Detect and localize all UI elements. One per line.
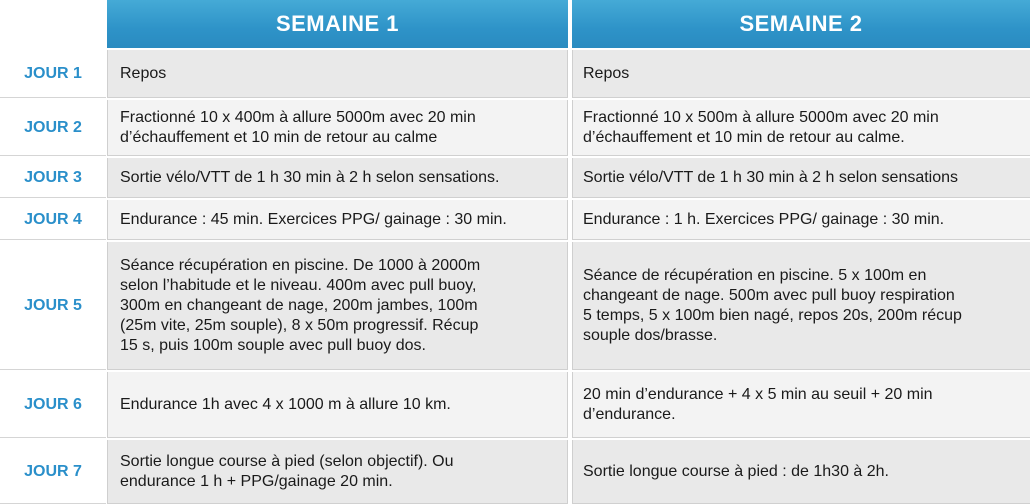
week-1-header: SEMAINE 1 [107,0,568,48]
week-2-header: SEMAINE 2 [572,0,1030,48]
table-row-day-5 [0,242,1030,370]
day-label: JOUR 6 [0,372,106,438]
day-label: JOUR 5 [0,242,106,370]
week-1-cell: Séance récupération en piscine. De 1000 à 2000m selon l’habitude et le niveau. 400m avec pull buoy, 300m en changeant de nage, 200m jambes, 100m (25m vite, 25m souple), 8 x 50m progressif. Récup 15 s, puis 100m souple avec pull buoy dos. [107,242,568,370]
week-2-cell: 20 min d’endurance + 4 x 5 min au seuil + 20 min d’endurance. [572,372,1030,438]
day-label: JOUR 7 [0,440,106,504]
week-2-cell: Fractionné 10 x 500m à allure 5000m avec 20 min d’échauffement et 10 min de retour au calme. [572,100,1030,156]
table-row-day-4 [0,200,1030,240]
table-header [0,0,1030,48]
table-row-day-7 [0,440,1030,504]
week-1-cell: Fractionné 10 x 400m à allure 5000m avec 20 min d’échauffement et 10 min de retour au calme [107,100,568,156]
table-row-day-6 [0,372,1030,438]
table-row-day-3 [0,158,1030,198]
week-2-cell: Séance de récupération en piscine. 5 x 100m en changeant de nage. 500m avec pull buoy respiration 5 temps, 5 x 100m bien nagé, repos 20s, 200m récup souple dos/brasse. [572,242,1030,370]
week-2-cell: Repos [572,50,1030,98]
week-1-cell: Repos [107,50,568,98]
table-row-day-2 [0,100,1030,156]
week-2-cell: Sortie vélo/VTT de 1 h 30 min à 2 h selon sensations [572,158,1030,198]
week-1-cell: Endurance : 45 min. Exercices PPG/ gainage : 30 min. [107,200,568,240]
week-2-cell: Sortie longue course à pied : de 1h30 à 2h. [572,440,1030,504]
header-corner [0,0,106,48]
day-label: JOUR 2 [0,100,106,156]
day-label: JOUR 4 [0,200,106,240]
week-1-cell: Sortie vélo/VTT de 1 h 30 min à 2 h selon sensations. [107,158,568,198]
week-1-cell: Sortie longue course à pied (selon objectif). Ou endurance 1 h + PPG/gainage 20 min. [107,440,568,504]
week-1-cell: Endurance 1h avec 4 x 1000 m à allure 10 km. [107,372,568,438]
table-row-day-1 [0,50,1030,98]
week-2-cell: Endurance : 1 h. Exercices PPG/ gainage : 30 min. [572,200,1030,240]
day-label: JOUR 3 [0,158,106,198]
day-label: JOUR 1 [0,50,106,98]
